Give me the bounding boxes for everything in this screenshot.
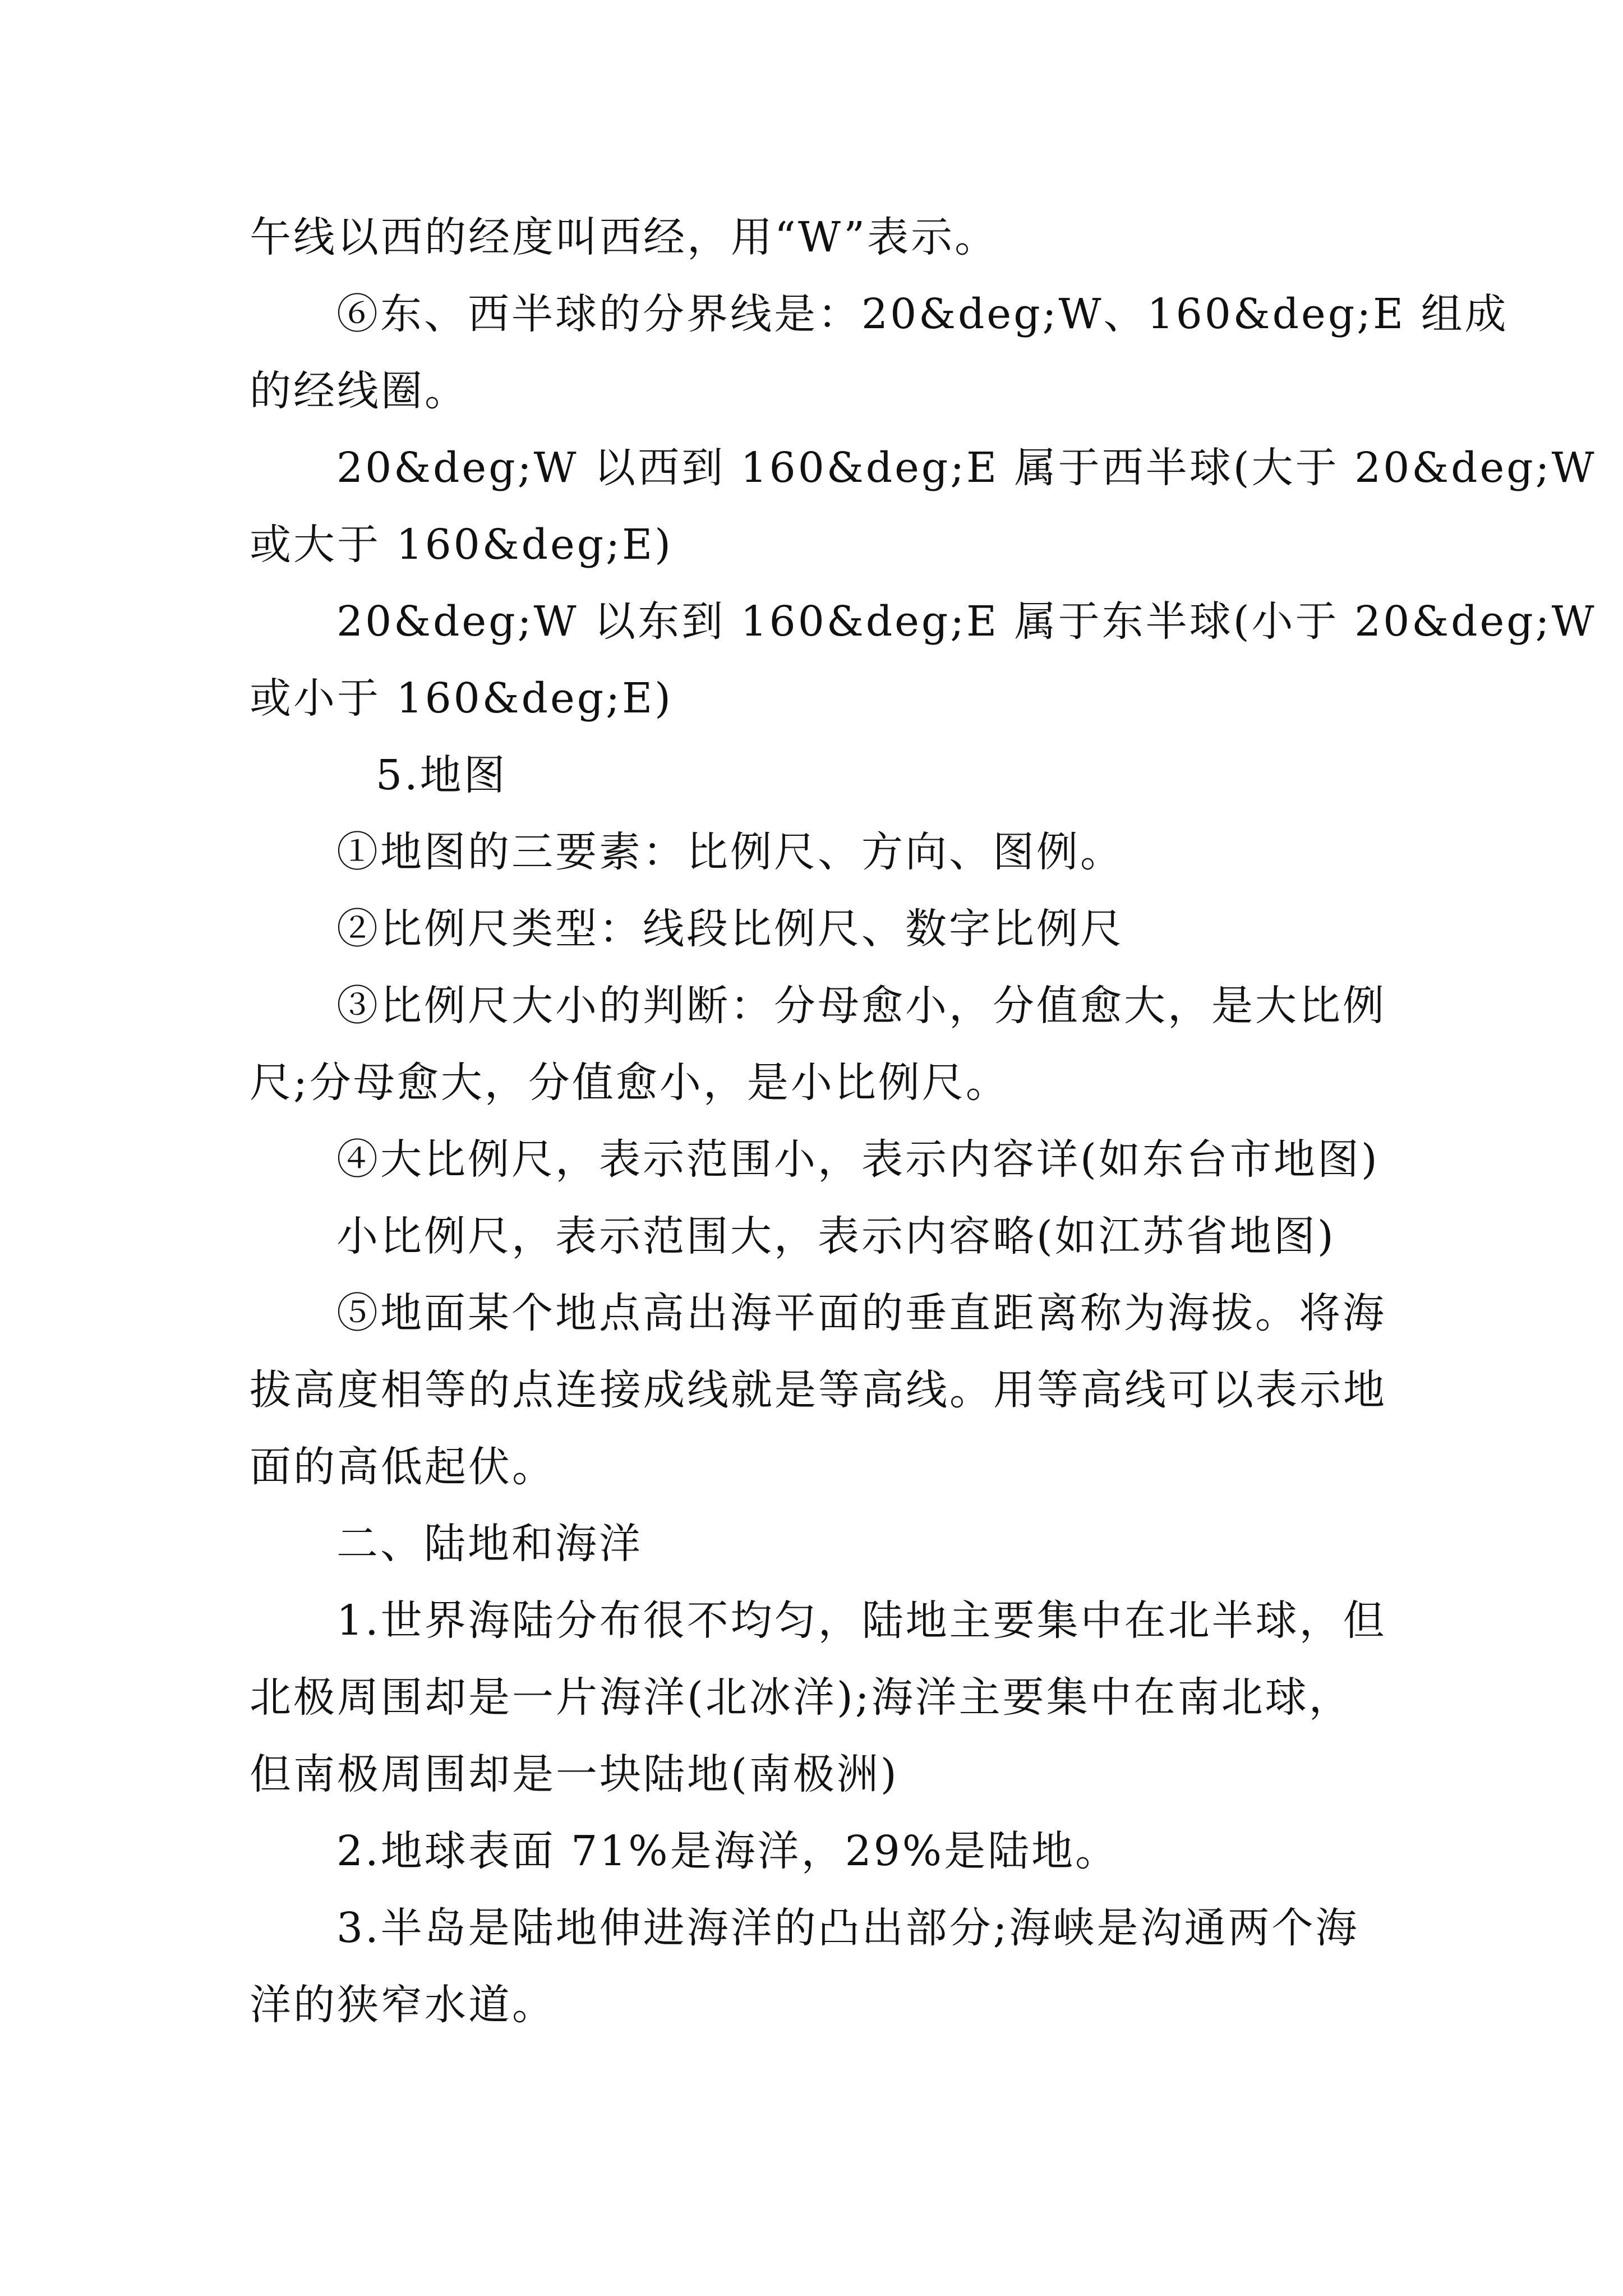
text-line: 2.地球表面 71%是海洋，29%是陆地。 [336, 1827, 1119, 1875]
text-line: ⑥东、西半球的分界线是：20&deg;W、160&deg;E 组成 [336, 290, 1509, 338]
text-line: ⑤地面某个地点高出海平面的垂直距离称为海拔。将海 [336, 1289, 1386, 1337]
text-line: 或大于 160&deg;E) [250, 521, 673, 569]
section-heading: 5.地图 [376, 751, 508, 799]
text-line: ④大比例尺，表示范围小，表示内容详(如东台市地图) [336, 1135, 1380, 1184]
text-line: 小比例尺，表示范围大，表示内容略(如江苏省地图) [336, 1212, 1336, 1260]
text-line: 午线以西的经度叫西经，用“W”表示。 [250, 213, 999, 261]
text-line: 3.半岛是陆地伸进海洋的凸出部分;海峡是沟通两个海 [336, 1904, 1359, 1952]
text-line: 的经线圈。 [250, 367, 468, 415]
text-line: 尺;分母愈大，分值愈小，是小比例尺。 [250, 1059, 1009, 1107]
text-line: ①地图的三要素：比例尺、方向、图例。 [336, 828, 1124, 876]
text-line: ③比例尺大小的判断：分母愈小，分值愈大，是大比例 [336, 982, 1386, 1030]
text-line: 拔高度相等的点连接成线就是等高线。用等高线可以表示地 [250, 1366, 1387, 1414]
section-heading: 二、陆地和海洋 [336, 1520, 643, 1568]
text-line: 1.世界海陆分布很不均匀，陆地主要集中在北半球，但 [336, 1596, 1387, 1645]
text-line: ②比例尺类型：线段比例尺、数字比例尺 [336, 905, 1124, 953]
text-line: 面的高低起伏。 [250, 1443, 556, 1491]
text-line: 北极周围却是一片海洋(北冰洋);海洋主要集中在南北球， [250, 1673, 1353, 1722]
text-line: 或小于 160&deg;E) [250, 674, 673, 723]
text-line: 20&deg;W 以西到 160&deg;E 属于西半球(大于 20&deg;W [336, 444, 1597, 492]
text-line: 20&deg;W 以东到 160&deg;E 属于东半球(小于 20&deg;W [336, 597, 1597, 646]
text-line: 洋的狭窄水道。 [250, 1981, 556, 2029]
text-line: 但南极周围却是一块陆地(南极洲) [250, 1750, 899, 1798]
